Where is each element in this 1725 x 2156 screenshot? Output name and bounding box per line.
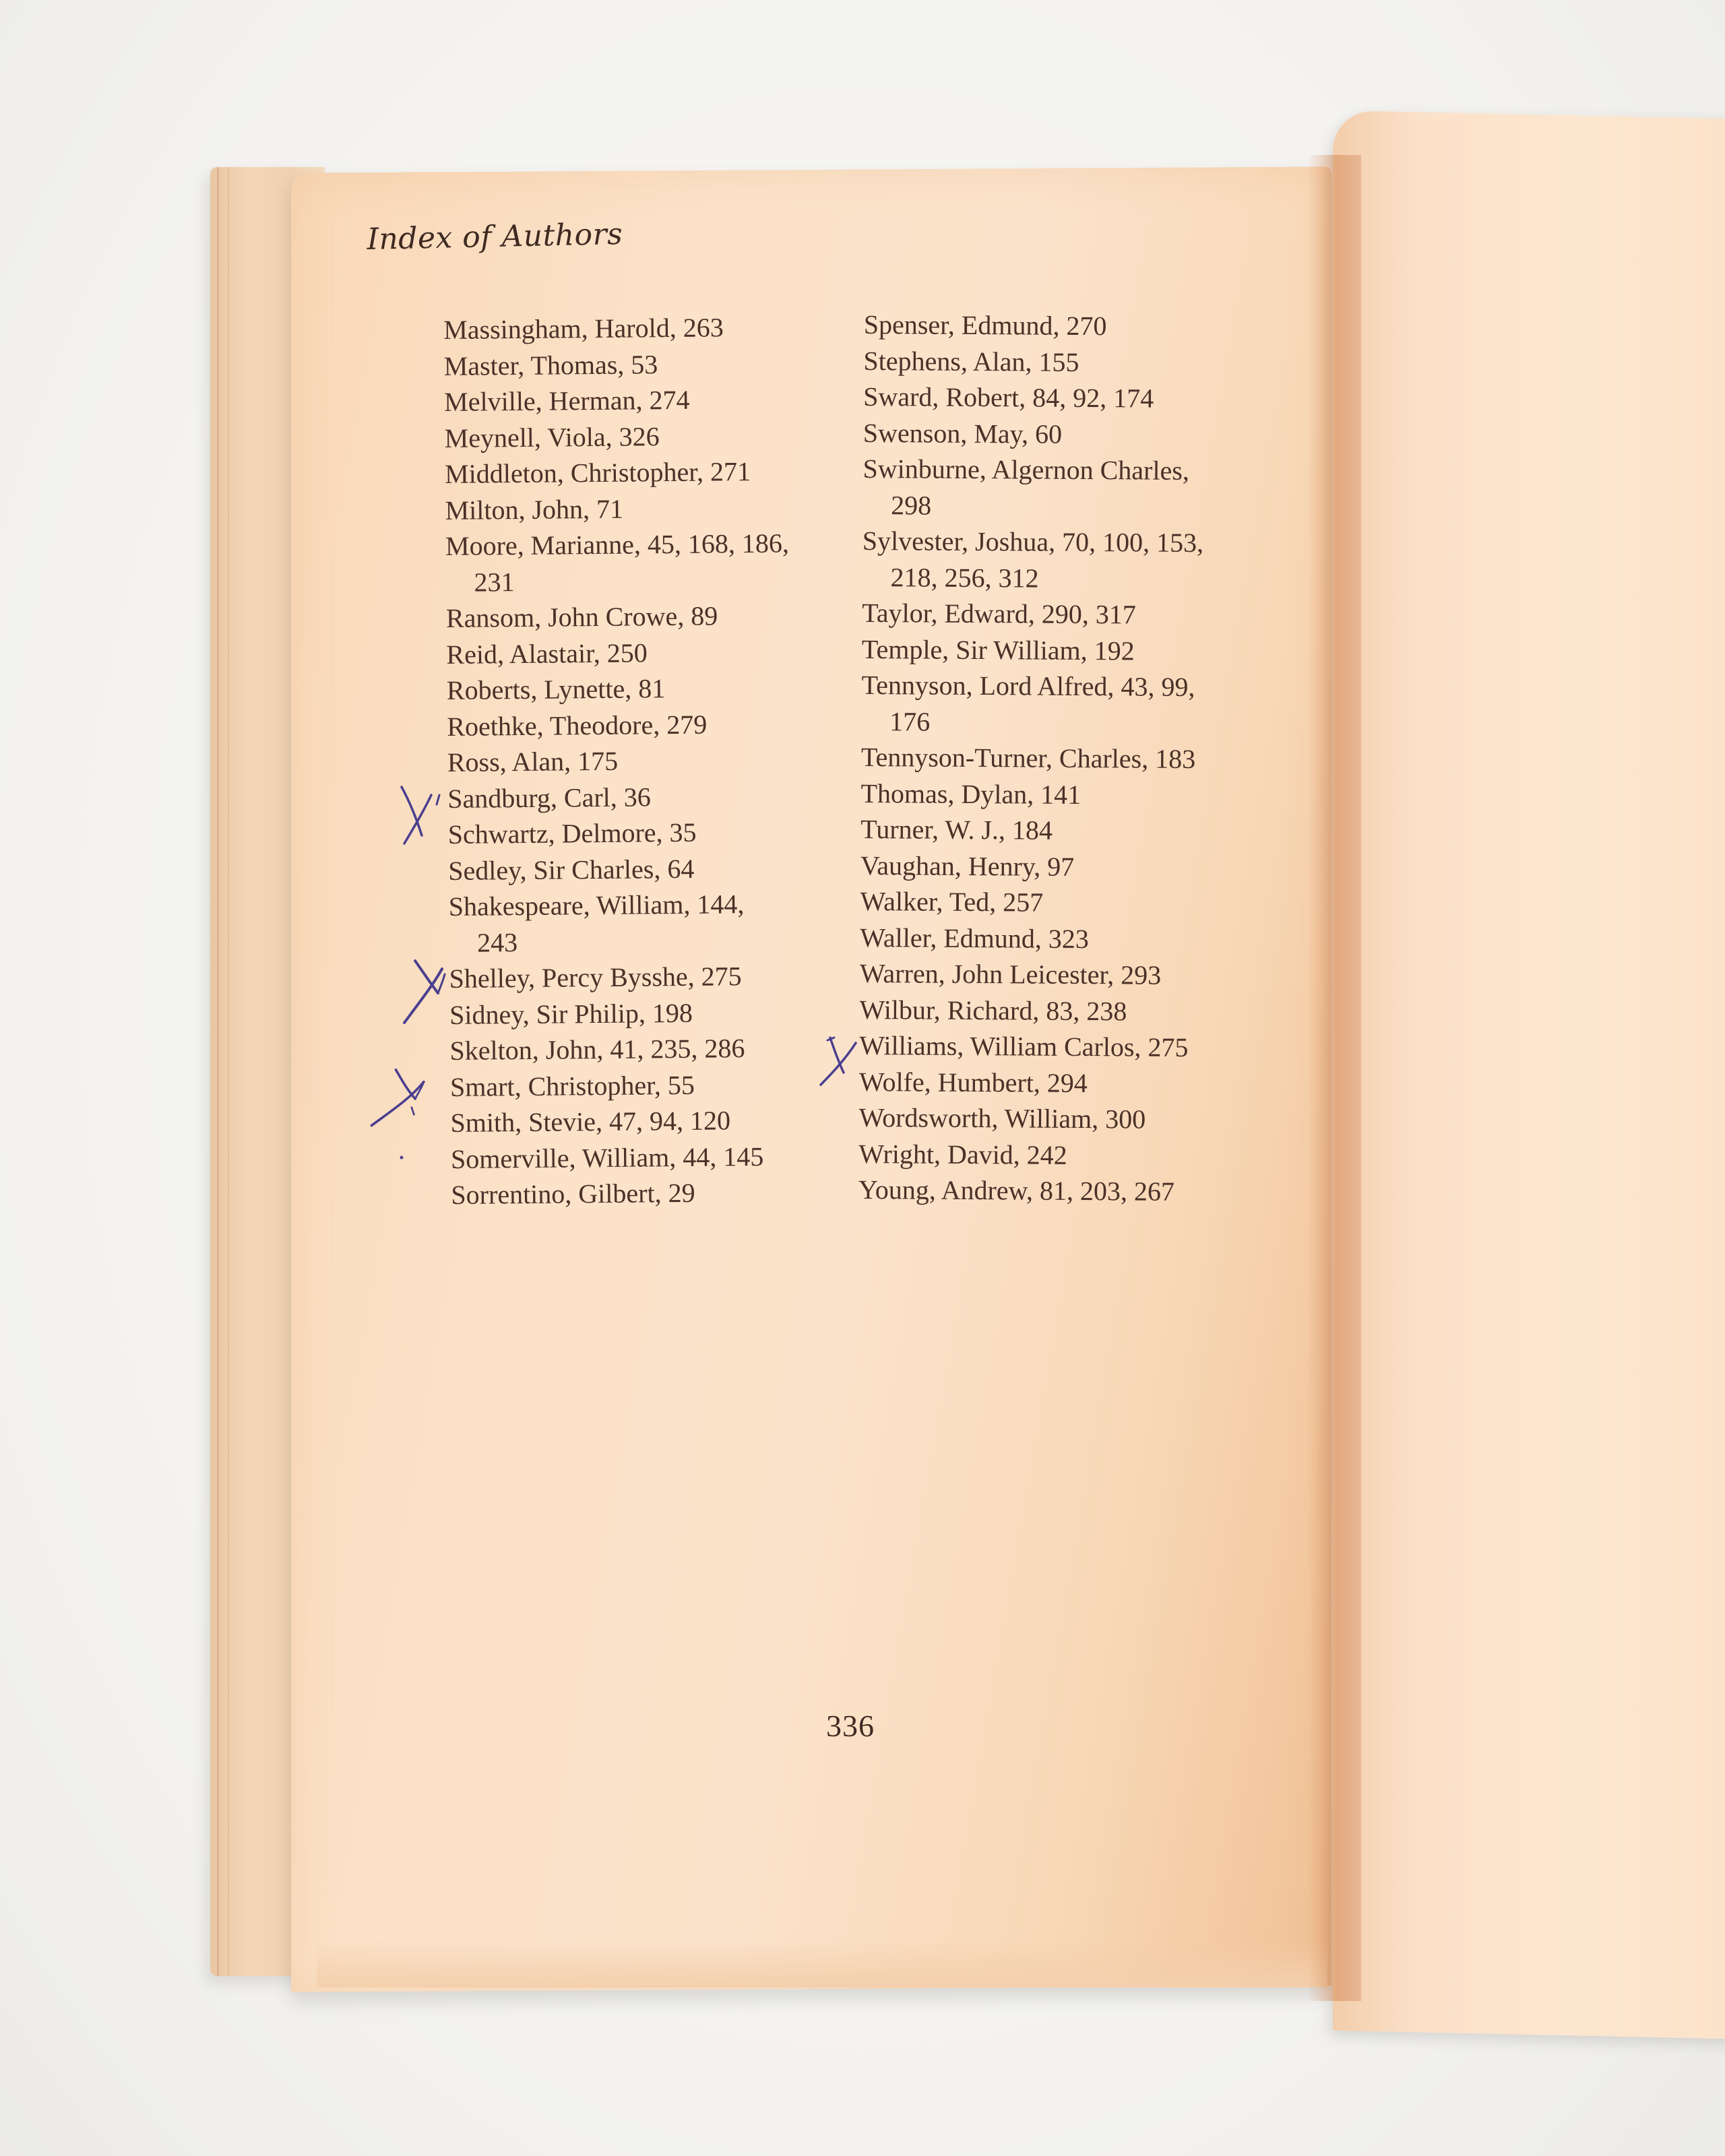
index-entry (447, 740, 879, 780)
index-entry (445, 452, 876, 492)
index-entry-continuation: 176 (889, 705, 931, 737)
index-entry-text: Roberts, Lynette, 81 (446, 673, 666, 705)
index-entry-text: Tennyson, Lord Alfred, 43, 99, (861, 669, 1195, 703)
index-entry (446, 596, 877, 636)
index-entry-text: Wordsworth, William, 300 (858, 1102, 1146, 1135)
index-entry-text: Wright, David, 242 (858, 1138, 1067, 1170)
index-entry-text: Reid, Alastair, 250 (446, 637, 648, 670)
index-entry-text: Sandburg, Carl, 36 (447, 781, 651, 814)
index-entry (447, 777, 879, 817)
index-entry (861, 667, 1293, 742)
index-entry-text: Turner, W. J., 184 (860, 813, 1053, 846)
index-entry-text: Swinburne, Algernon Charles, (862, 453, 1190, 486)
index-entry (449, 957, 880, 996)
index-entry (863, 414, 1294, 453)
index-entry (860, 847, 1292, 885)
index-entry-text: Milton, John, 71 (445, 493, 624, 526)
index-entry (863, 379, 1294, 417)
index-entry-text: Schwartz, Delmore, 35 (447, 817, 697, 850)
index-entry (450, 1065, 881, 1105)
index-entry-text: Taylor, Edward, 290, 317 (862, 597, 1136, 630)
index-entry-text: Sidney, Sir Philip, 198 (449, 997, 693, 1030)
index-entry-text: Temple, Sir William, 192 (861, 633, 1135, 666)
index-entry (443, 344, 875, 384)
index-entry (451, 1137, 882, 1177)
index-entry (858, 1172, 1290, 1210)
index-entry (862, 595, 1293, 633)
index-entry (443, 308, 875, 348)
index-entry (863, 342, 1294, 381)
index-entry-text: Ross, Alan, 175 (447, 745, 619, 778)
index-entry (861, 739, 1292, 778)
index-entry (858, 1135, 1290, 1174)
index-entry-text: Vaughan, Henry, 97 (860, 850, 1075, 882)
index-entry (448, 813, 879, 852)
index-entry (859, 991, 1290, 1029)
index-entry-text: Waller, Edmund, 323 (860, 922, 1089, 954)
index-entry-text: Massingham, Harold, 263 (443, 312, 724, 345)
book-gutter (1307, 155, 1361, 2001)
index-entry (449, 993, 881, 1033)
index-entry (446, 633, 877, 672)
index-entry (860, 775, 1292, 813)
index-entry (448, 885, 880, 961)
index-entry-text: Smith, Stevie, 47, 94, 120 (450, 1105, 731, 1138)
index-entry-text: Warren, John Leicester, 293 (859, 957, 1162, 990)
index-entry (451, 1173, 882, 1213)
index-entry-text: Sedley, Sir Charles, 64 (448, 853, 695, 886)
index-entry (449, 1029, 881, 1069)
index-entry-text: Ransom, John Crowe, 89 (445, 600, 718, 633)
index-entry (447, 705, 878, 744)
index-entry (859, 1063, 1290, 1102)
index-entry (448, 849, 879, 889)
index-entry-text: Smart, Christopher, 55 (449, 1069, 695, 1102)
index-entry (862, 631, 1293, 669)
index-entry-text: Sylvester, Joshua, 70, 100, 153, (862, 525, 1204, 559)
index-entry-text: Shakespeare, William, 144, (448, 889, 745, 922)
index-entry (444, 416, 875, 456)
index-entry-text: Williams, William Carlos, 275 (859, 1029, 1189, 1063)
index-entry-text: Spenser, Edmund, 270 (863, 309, 1107, 342)
index-entry (859, 1027, 1290, 1066)
index-entry-continuation: 298 (891, 489, 932, 521)
index-entry (450, 1101, 881, 1141)
index-entry-text: Roethke, Theodore, 279 (447, 709, 708, 742)
index-entry-text: Middleton, Christopher, 271 (444, 456, 751, 489)
index-entry (862, 451, 1294, 526)
index-entry (444, 380, 875, 420)
index-entry-continuation: 218, 256, 312 (890, 561, 1039, 594)
index-entry-text: Melville, Herman, 274 (443, 384, 690, 417)
index-entry-text: Moore, Marianne, 45, 168, 186, (445, 528, 790, 561)
right-page (1333, 110, 1725, 2039)
index-entry-text: Skelton, John, 41, 235, 286 (449, 1033, 745, 1066)
index-entry-text: Sorrentino, Gilbert, 29 (451, 1177, 695, 1210)
index-left-column (443, 308, 883, 1213)
index-entry-text: Wilbur, Richard, 83, 238 (859, 994, 1127, 1026)
index-entry-text: Shelley, Percy Bysshe, 275 (449, 961, 742, 994)
index-entry-text: Swenson, May, 60 (862, 417, 1063, 449)
index-entry (860, 883, 1291, 922)
index-entry-text: Sward, Robert, 84, 92, 174 (863, 381, 1154, 414)
index-entry (858, 1100, 1290, 1138)
index-entry (445, 488, 876, 528)
index-entry-text: Tennyson-Turner, Charles, 183 (860, 741, 1196, 775)
running-head: Index of Authors (367, 217, 623, 257)
index-right-column (858, 307, 1295, 1210)
index-entry (447, 668, 878, 708)
index-entry (860, 919, 1291, 957)
index-entry-continuation: 231 (474, 566, 515, 598)
index-entry-text: Stephens, Alan, 155 (863, 345, 1079, 377)
index-entry (860, 955, 1291, 994)
index-entry (864, 307, 1295, 345)
left-page-bottom-edge (317, 1940, 1327, 1988)
index-entry (862, 523, 1294, 598)
index-entry-continuation: 243 (476, 926, 518, 958)
index-entry-text: Master, Thomas, 53 (443, 348, 658, 381)
ink-dot (399, 1155, 404, 1160)
index-entry-text: Young, Andrew, 81, 203, 267 (858, 1174, 1175, 1207)
index-entry-text: Meynell, Viola, 326 (444, 420, 660, 453)
index-entry-text: Walker, Ted, 257 (860, 885, 1044, 918)
index-entry-text: Thomas, Dylan, 141 (860, 778, 1081, 810)
index-entry (860, 811, 1292, 850)
index-entry-text: Wolfe, Humbert, 294 (858, 1066, 1088, 1098)
index-entry (445, 524, 877, 600)
page-number: 336 (826, 1709, 875, 1743)
index-entry-text: Somerville, William, 44, 145 (450, 1141, 764, 1174)
